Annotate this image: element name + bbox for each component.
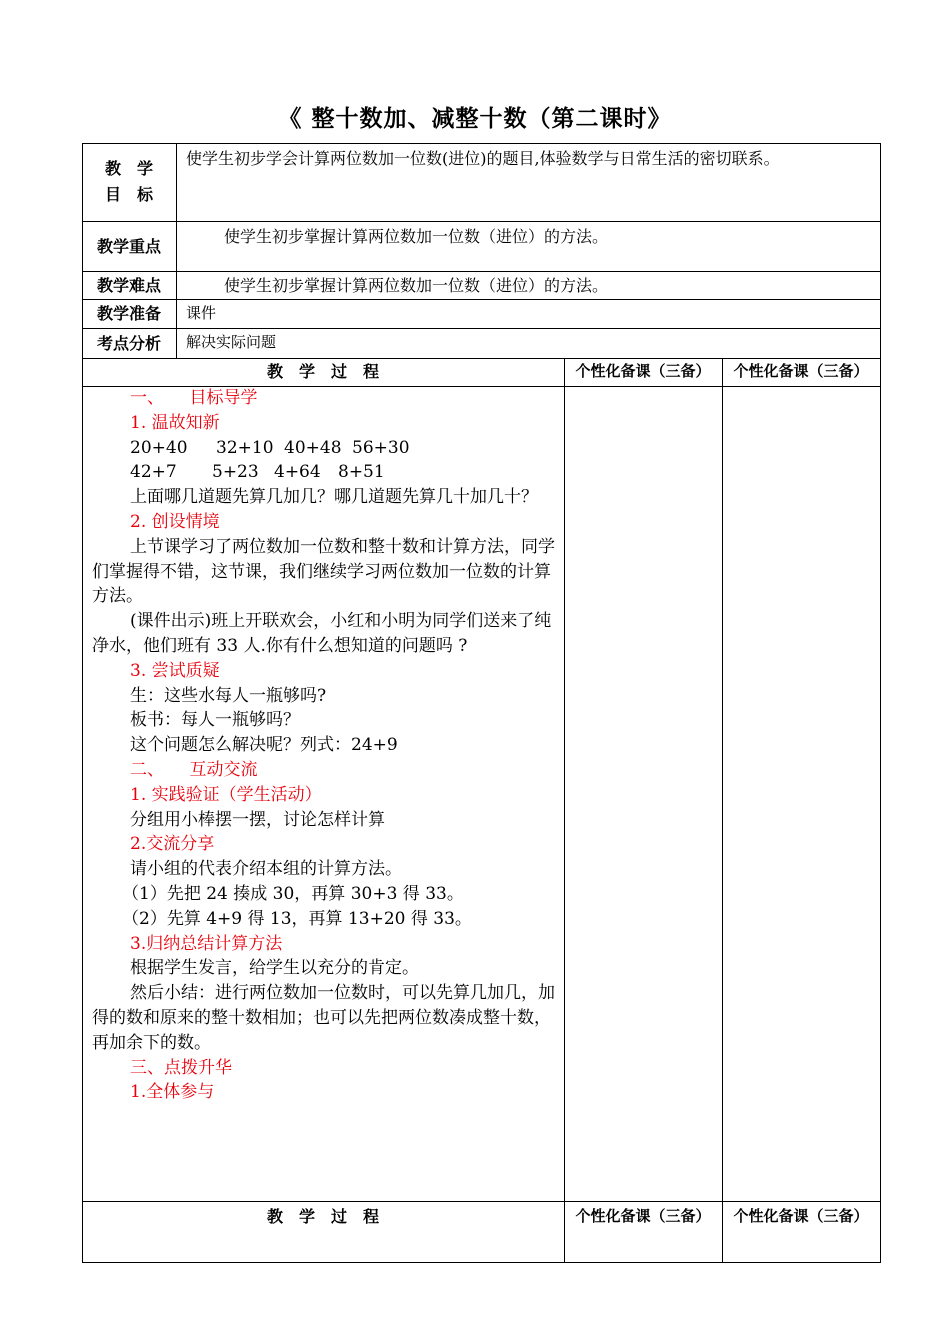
lesson-plan-table [82,143,881,1263]
line-6: （1）先把 24 揍成 30，再算 30+3 得 33。 [122,883,464,904]
line-9: 然后小结：进行两位数加一位数时，可以先算几加几，加得的数和原来的整十数相加；也可以先把两位数凑成整十数，再加余下的数。 [92,983,555,1053]
process-header-col2: 个性化备课（三备） [575,362,711,380]
section-1-1-heading: 1. 温故知新 [130,412,220,433]
calc-item: 4+64 [274,462,321,483]
footer-header-col2: 个性化备课（三备） [575,1207,711,1225]
prep-text: 课件 [186,304,217,322]
difficulty-label: 教学难点 [96,275,161,295]
line-7: （2）先算 4+9 得 13，再算 13+20 得 33。 [122,908,472,929]
section-3-heading: 三、点拨升华 [130,1057,232,1078]
calc-item: 56+30 [352,437,410,458]
line-8: 根据学生发言，给学生以充分的肯定。 [130,958,419,979]
analysis-label: 考点分析 [96,333,161,353]
calc-item: 5+23 [212,462,259,483]
process-content [92,386,560,1105]
paragraph-2: (课件出示)班上开联欢会，小红和小明为同学们送来了纯净水，他们班有 33 人.你有什么想知道的问题吗 ? [92,611,552,656]
section-2-3-heading: 3.归纳总结计算方法 [130,933,283,954]
section-3-1-heading: 1.全体参与 [130,1082,215,1103]
goal-label-line2: 目 标 [104,185,153,204]
difficulty-text: 使学生初步掌握计算两位数加一位数（进位）的方法。 [224,276,609,295]
section-2-heading: 二、 互动交流 [130,759,258,780]
calc-item: 42+7 [130,462,177,483]
line-2: 板书：每人一瓶够吗？ [130,710,300,731]
question-1: 上面哪几道题先算几加几？哪几道题先算几十加几十？ [130,487,538,508]
section-2-1-heading: 1. 实践验证（学生活动） [130,784,322,805]
process-header: 教 学 过 程 [266,362,379,381]
footer-process-header: 教 学 过 程 [266,1207,379,1226]
line-5: 请小组的代表介绍本组的计算方法。 [130,859,402,880]
page-title: 《 整十数加、减整十数（第二课时》 [278,105,672,132]
paragraph-1: 上节课学习了两位数加一位数和整十数和计算方法，同学们掌握得不错，这节课，我们继续学习两位数加一位数的计算方法。 [92,536,555,607]
line-3: 这个问题怎么解决呢？列式：24+9 [130,735,398,756]
calc-row-2 [92,460,560,485]
footer-header-col3: 个性化备课（三备） [733,1207,869,1225]
goal-text: 使学生初步学会计算两位数加一位数(进位)的题目,体验数学与日常生活的密切联系。 [186,149,780,168]
line-4: 分组用小棒摆一摆，讨论怎样计算 [130,809,385,830]
key-label: 教学重点 [96,236,161,256]
section-1-3-heading: 3. 尝试质疑 [130,660,220,681]
section-1-heading: 一、 目标导学 [130,388,258,408]
key-text: 使学生初步掌握计算两位数加一位数（进位）的方法。 [224,227,609,246]
calc-row-1 [92,436,560,461]
process-header-col3: 个性化备课（三备） [733,362,869,380]
calc-item: 20+40 [130,437,188,458]
prep-label: 教学准备 [96,304,161,323]
calc-item: 8+51 [338,462,385,483]
goal-label [82,143,176,221]
analysis-text: 解决实际问题 [186,333,277,351]
calc-item: 40+48 [284,437,342,458]
goal-label-line1: 教 学 [104,159,153,178]
calc-item: 32+10 [216,437,274,458]
section-1-2-heading: 2. 创设情境 [130,511,220,532]
section-2-2-heading: 2.交流分享 [130,834,215,855]
line-1: 生：这些水每人一瓶够吗? [130,685,327,706]
